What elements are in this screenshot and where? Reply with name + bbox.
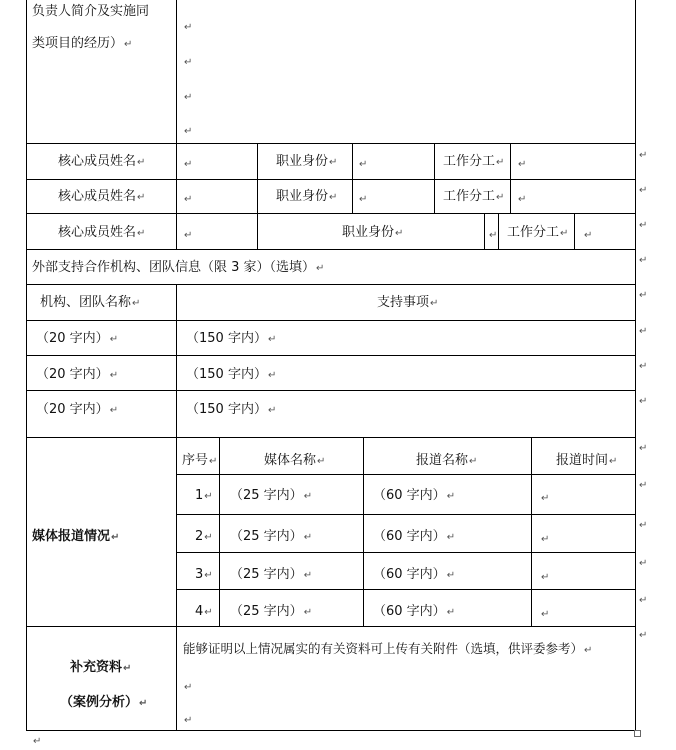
media-name-field[interactable]: （25 字内）↵ xyxy=(230,604,313,619)
leader-intro-label: 类项目的经历）↵ xyxy=(32,36,133,51)
member-name-field[interactable]: ↵ xyxy=(184,230,193,241)
col-line xyxy=(363,437,364,626)
row-line xyxy=(26,320,636,321)
row-line xyxy=(26,390,636,391)
report-time-field[interactable]: ↵ xyxy=(541,572,550,583)
col-line xyxy=(510,143,511,213)
supplement-field[interactable]: ↵ xyxy=(184,715,193,726)
col-line xyxy=(257,213,258,249)
media-section-label: 媒体报道情况↵ xyxy=(32,529,120,544)
leader-intro-label: 负责人简介及实施同 xyxy=(32,4,150,19)
member-name-label: 核心成员姓名↵ xyxy=(58,154,146,169)
row-end-mark: ↵ xyxy=(639,480,648,491)
report-time-field[interactable]: ↵ xyxy=(541,493,550,504)
media-row-no: 3↵ xyxy=(195,567,213,582)
row-line xyxy=(26,213,636,214)
report-time-field[interactable]: ↵ xyxy=(541,534,550,545)
row-end-mark: ↵ xyxy=(639,255,648,266)
row-line xyxy=(26,179,636,180)
matter-field[interactable]: （150 字内）↵ xyxy=(186,331,277,346)
report-name-field[interactable]: （60 字内）↵ xyxy=(373,604,456,619)
member-name-label: 核心成员姓名↵ xyxy=(58,225,146,240)
member-identity-label: 职业身份↵ xyxy=(276,154,338,169)
row-line xyxy=(176,589,636,590)
report-name-column-header: 报道名称↵ xyxy=(416,453,478,468)
report-name-field[interactable]: （60 字内）↵ xyxy=(373,567,456,582)
member-identity-label: 职业身份↵ xyxy=(276,189,338,204)
row-end-mark: ↵ xyxy=(639,361,648,372)
supplement-note: 能够证明以上情况属实的有关资料可上传有关附件（选填，供评委参考）↵ xyxy=(183,641,593,656)
matter-field[interactable]: （150 字内）↵ xyxy=(186,367,277,382)
table-right-border xyxy=(635,0,636,731)
row-end-mark: ↵ xyxy=(639,630,648,641)
supplement-label: （案例分析）↵ xyxy=(60,695,148,710)
member-division-label: 工作分工↵ xyxy=(507,225,569,240)
row-line xyxy=(26,730,636,731)
row-end-mark: ↵ xyxy=(639,595,648,606)
report-time-field[interactable]: ↵ xyxy=(541,609,550,620)
media-row-no: 4↵ xyxy=(195,604,213,619)
col-line xyxy=(434,143,435,213)
paragraph-mark: ↵ xyxy=(184,22,193,33)
col-line xyxy=(176,284,177,731)
member-division-label: 工作分工↵ xyxy=(443,154,505,169)
org-field[interactable]: （20 字内）↵ xyxy=(36,331,119,346)
member-identity-field[interactable]: ↵ xyxy=(359,159,368,170)
paragraph-mark: ↵ xyxy=(33,736,42,747)
row-end-mark: ↵ xyxy=(639,150,648,161)
report-time-column-header: 报道时间↵ xyxy=(556,453,618,468)
member-division-field[interactable]: ↵ xyxy=(518,159,527,170)
supplement-label: 补充资料↵ xyxy=(70,660,132,675)
col-line xyxy=(257,143,258,213)
col-line xyxy=(176,0,177,249)
report-name-field[interactable]: （60 字内）↵ xyxy=(373,488,456,503)
media-row-no: 2↵ xyxy=(195,529,213,544)
col-line xyxy=(574,213,575,249)
row-end-mark: ↵ xyxy=(639,396,648,407)
member-division-label: 工作分工↵ xyxy=(443,189,505,204)
row-end-mark: ↵ xyxy=(639,558,648,569)
matter-field[interactable]: （150 字内）↵ xyxy=(186,402,277,417)
row-end-mark: ↵ xyxy=(639,326,648,337)
member-name-field[interactable]: ↵ xyxy=(184,194,193,205)
paragraph-mark: ↵ xyxy=(184,126,193,137)
member-name-label: 核心成员姓名↵ xyxy=(58,189,146,204)
col-line xyxy=(219,437,220,626)
row-end-mark: ↵ xyxy=(639,185,648,196)
org-field[interactable]: （20 字内）↵ xyxy=(36,367,119,382)
no-column-header: 序号↵ xyxy=(182,453,218,468)
org-field[interactable]: （20 字内）↵ xyxy=(36,402,119,417)
col-line xyxy=(352,143,353,213)
member-division-field[interactable]: ↵ xyxy=(518,194,527,205)
row-line xyxy=(26,249,636,250)
row-line xyxy=(26,437,636,438)
row-line xyxy=(176,514,636,515)
member-identity-label: 职业身份↵ xyxy=(342,225,404,240)
org-column-header: 机构、团队名称↵ xyxy=(40,295,141,310)
matter-column-header: 支持事项↵ xyxy=(377,295,439,310)
row-line xyxy=(26,284,636,285)
member-identity-field[interactable]: ↵ xyxy=(489,230,498,241)
row-line xyxy=(176,474,636,475)
table-left-border xyxy=(26,0,27,731)
row-end-mark: ↵ xyxy=(639,443,648,454)
member-name-field[interactable]: ↵ xyxy=(184,159,193,170)
row-line xyxy=(26,143,636,144)
external-support-title: 外部支持合作机构、团队信息（限 3 家）（选填）↵ xyxy=(32,260,325,275)
row-end-mark: ↵ xyxy=(639,220,648,231)
supplement-field[interactable]: ↵ xyxy=(184,682,193,693)
row-end-mark: ↵ xyxy=(639,290,648,301)
member-division-field[interactable]: ↵ xyxy=(584,230,593,241)
report-name-field[interactable]: （60 字内）↵ xyxy=(373,529,456,544)
row-end-mark: ↵ xyxy=(639,520,648,531)
row-line xyxy=(176,552,636,553)
media-name-field[interactable]: （25 字内）↵ xyxy=(230,529,313,544)
media-row-no: 1↵ xyxy=(195,488,213,503)
table-resize-handle[interactable] xyxy=(634,730,641,737)
paragraph-mark: ↵ xyxy=(184,92,193,103)
media-name-field[interactable]: （25 字内）↵ xyxy=(230,488,313,503)
col-line xyxy=(498,213,499,249)
media-name-column-header: 媒体名称↵ xyxy=(264,453,326,468)
col-line xyxy=(484,213,485,249)
member-identity-field[interactable]: ↵ xyxy=(359,194,368,205)
row-line xyxy=(26,626,636,627)
col-line xyxy=(531,437,532,626)
paragraph-mark: ↵ xyxy=(184,57,193,68)
row-line xyxy=(26,355,636,356)
media-name-field[interactable]: （25 字内）↵ xyxy=(230,567,313,582)
